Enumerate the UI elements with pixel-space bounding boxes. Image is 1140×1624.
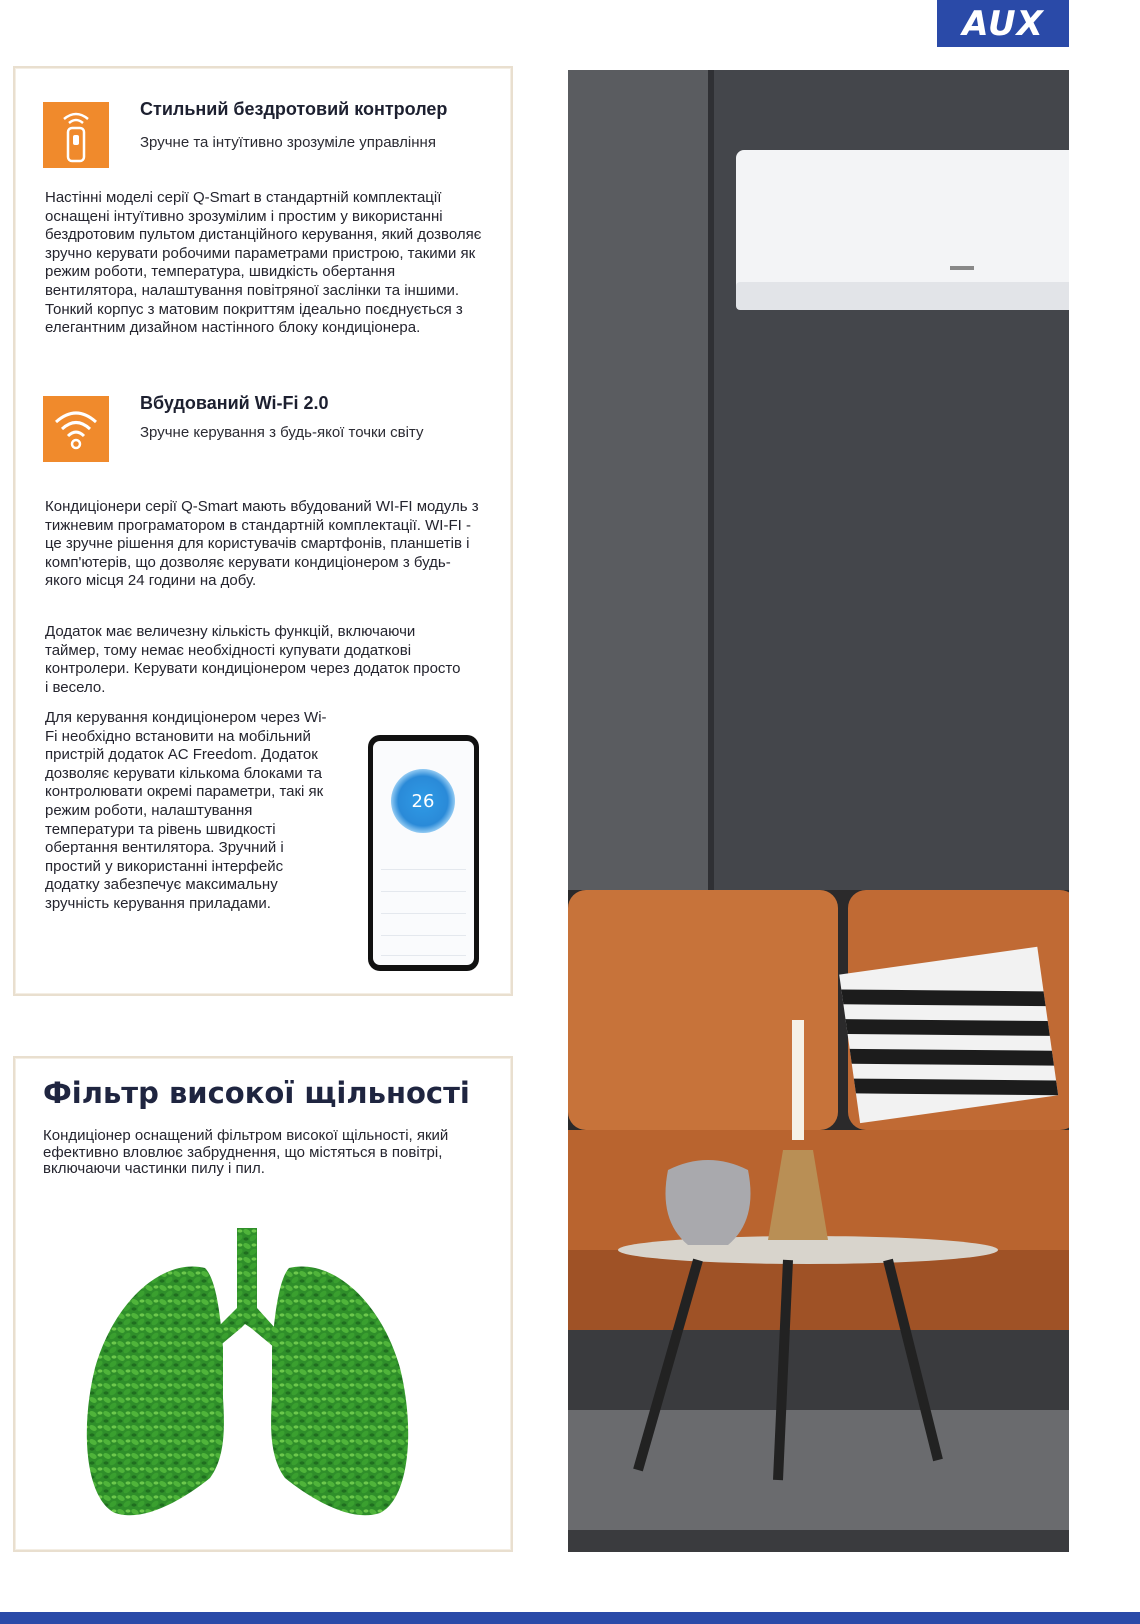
smartphone-app-image <box>368 735 479 971</box>
wifi-title: Вбудований Wi-Fi 2.0 <box>140 393 329 413</box>
green-lungs-image <box>75 1228 455 1528</box>
temperature-dial: 26 <box>391 769 455 833</box>
wifi-app-instructions: Для керування кондиціонером через Wi-Fi необхідно встановити на мобільний пристрій додаток AC Freedom. Додаток дозволяє керувати кількома блоками та контролювати окремі параметри, такі як режим роботи, налаштування температури та рівень швидкості обертання вентилятора. Зручний і простий у використанні інтерфейс додатку забезпечує максимальну зручність керування приладами. <box>45 709 327 912</box>
controller-title: Стильний бездротовий контролер <box>140 99 448 119</box>
features-panel <box>13 66 513 996</box>
controller-subtitle: Зручне та інтуїтивно зрозуміле управління <box>140 134 436 151</box>
filter-description: Кондиціонер оснащений фільтром високої щільності, який ефективно вловлює забруднення, що містяться в повітрі, включаючи частинки пилу і пил. <box>43 1127 449 1177</box>
aux-logo: AUX <box>937 0 1069 47</box>
wifi-description: Кондиціонери серії Q-Smart мають вбудований WI-FI модуль з тижневим програматором в стандартній комплектації. WI-FI - це зручне рішення для користувачів смартфонів, планшетів і комп'ютерів, що дозволяє керувати кондиціонером з будь-якого місця 24 години на добу. <box>45 498 479 590</box>
remote-control-icon <box>43 102 109 168</box>
filter-title: Фільтр високої щільності <box>43 1076 470 1110</box>
footer-bar <box>0 1612 1140 1624</box>
living-room-photo <box>568 70 1069 1552</box>
wifi-icon <box>43 396 109 462</box>
filter-panel <box>13 1056 513 1552</box>
controller-description: Настінні моделі серії Q-Smart в стандартній комплектації оснащені інтуїтивно зрозумілим і простим у використанні бездротовим пультом дистанційного керування, який дозволяє зручно керувати робочими параметрами пристрою, такими як режим роботи, температура, швидкість обертання вентилятора, налаштування повітряної заслінки та іншими. Тонкий корпус з матовим покриттям ідеально поєднується з елегантним дизайном настінного блоку кондиціонера. <box>45 189 482 337</box>
wifi-app-description: Додаток має величезну кількість функцій, включаючи таймер, тому немає необхідності купувати додаткові контролери. Керувати кондиціонером через додаток просто і весело. <box>45 623 461 696</box>
wifi-subtitle: Зручне керування з будь-якої точки світу <box>140 424 424 441</box>
